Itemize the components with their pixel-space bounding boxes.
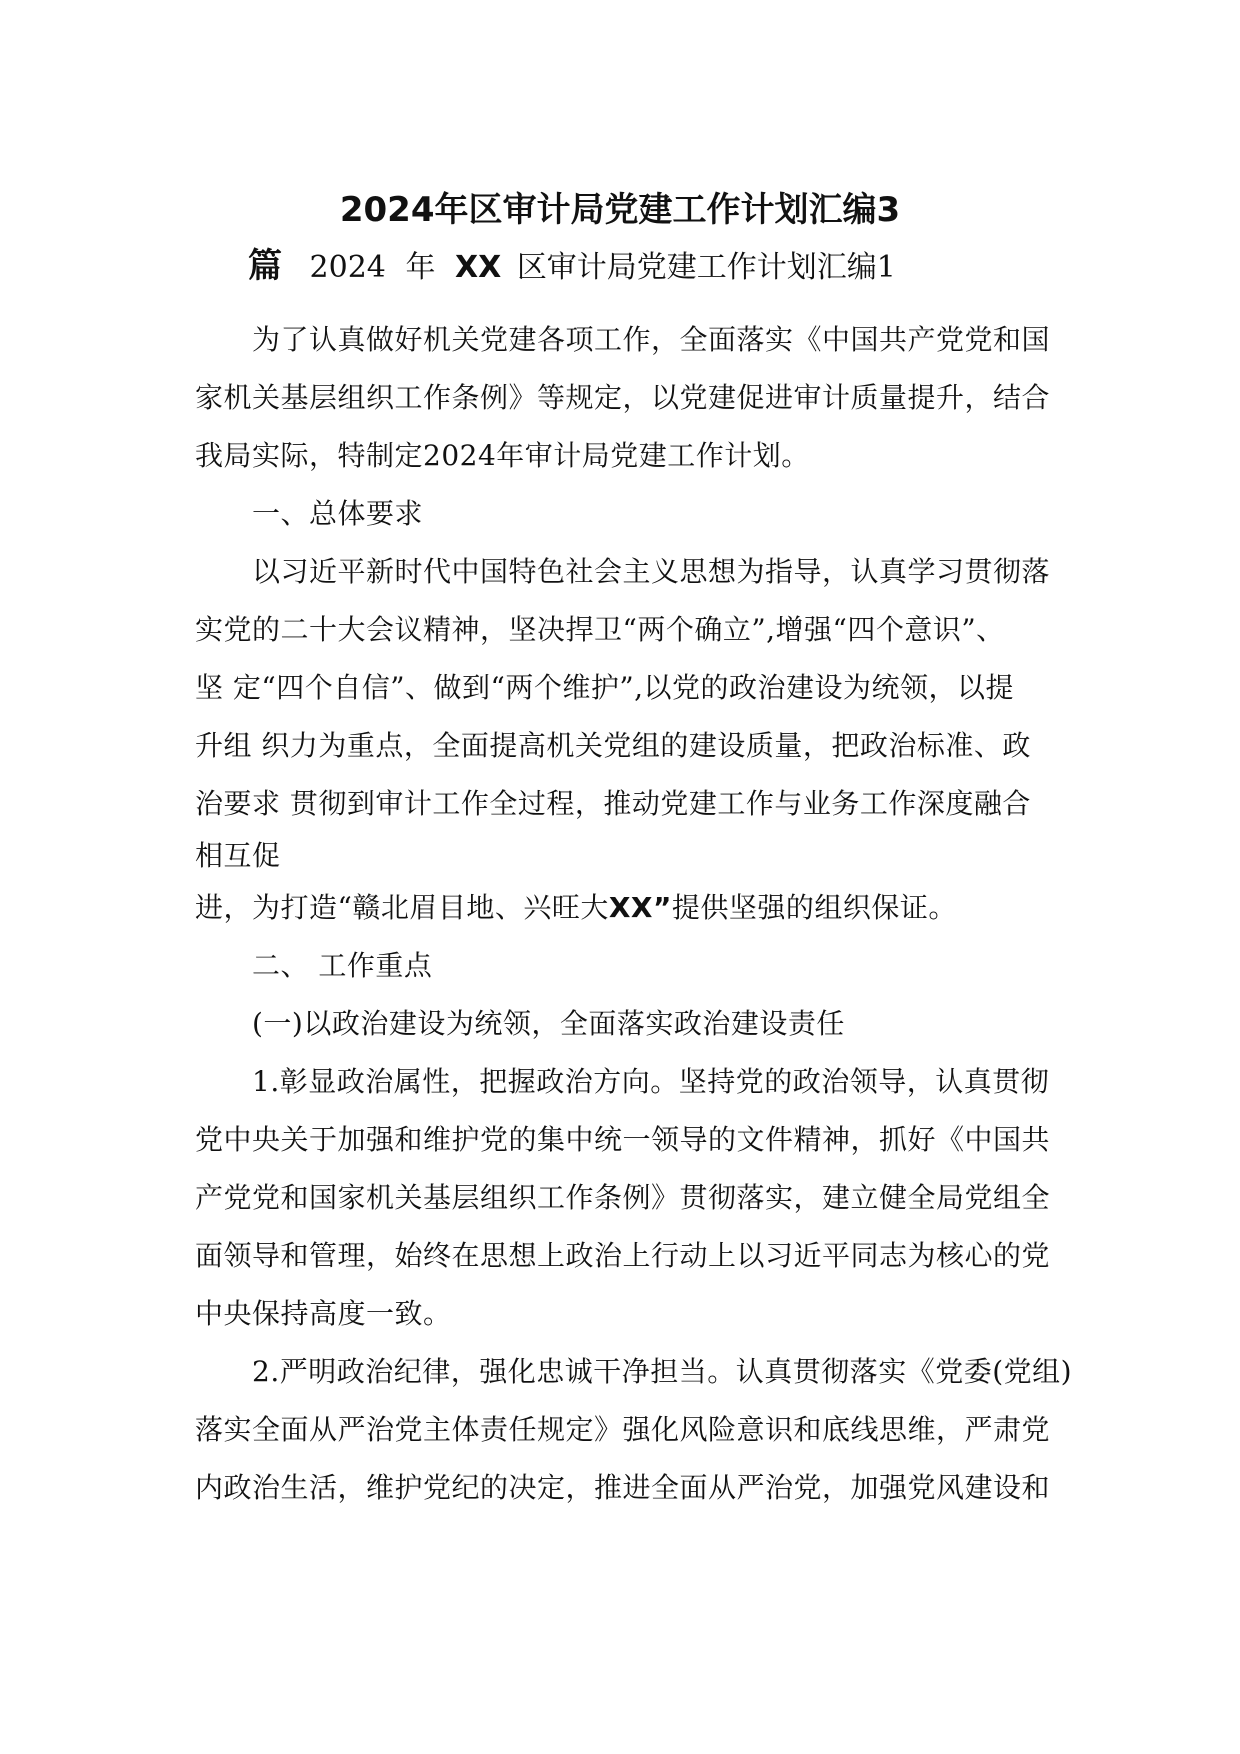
section-heading: 一、总体要求	[252, 497, 424, 530]
paragraph-line: 产党党和国家机关基层组织工作条例》贯彻落实，建立健全局党组全	[195, 1181, 1051, 1214]
paragraph-line: 以习近平新时代中国特色社会主义思想为指导，认真学习贯彻落	[252, 555, 1051, 588]
paragraph-line: 党中央关于加强和维护党的集中统一领导的文件精神，抓好《中国共	[195, 1123, 1051, 1156]
section-heading: 二、 工作重点	[252, 949, 433, 982]
paragraph-line: 2.严明政治纪律，强化忠诚干净担当。认真贯彻落实《党委(党组)	[252, 1355, 1073, 1388]
paragraph-line: 相互促	[195, 839, 281, 872]
paragraph-line: 面领导和管理，始终在思想上政治上行动上以习近平同志为核心的党	[195, 1239, 1051, 1272]
paragraph-line: 内政治生活，维护党纪的决定，推进全面从严治党，加强党风建设和	[195, 1471, 1051, 1504]
subsection-heading: (一)以政治建设为统领，全面落实政治建设责任	[252, 1007, 845, 1040]
document-subtitle	[248, 246, 896, 288]
subtitle-nian: 年	[405, 250, 436, 285]
subtitle-rest: 区审计局党建工作计划汇编1	[516, 250, 896, 285]
paragraph-line: 中央保持高度一致。	[195, 1297, 452, 1330]
paragraph-line: 1.彰显政治属性，把握政治方向。坚持党的政治领导，认真贯彻	[252, 1065, 1050, 1098]
subtitle-pian: 篇	[248, 246, 282, 286]
paragraph-line: 为了认真做好机关党建各项工作，全面落实《中国共产党党和国	[252, 323, 1051, 356]
paragraph-line: 升组 织力为重点，全面提高机关党组的建设质量，把政治标准、政	[195, 729, 1031, 762]
paragraph-line: 我局实际，特制定2024年审计局党建工作计划。	[195, 439, 810, 472]
subtitle-xx: XX	[455, 250, 502, 285]
line-text: 进，为打造“赣北眉目地、兴旺大	[195, 891, 609, 924]
paragraph-line: 落实全面从严治党主体责任规定》强化风险意识和底线思维，严肃党	[195, 1413, 1051, 1446]
line-xx: XX”	[608, 891, 672, 924]
paragraph-line	[195, 890, 957, 926]
paragraph-line: 治要求 贯彻到审计工作全过程，推动党建工作与业务工作深度融合	[195, 787, 1031, 820]
paragraph-line: 家机关基层组织工作条例》等规定，以党建促进审计质量提升，结合	[195, 381, 1051, 414]
line-text: 提供坚强的组织保证。	[671, 891, 957, 924]
document-title: 2024年区审计局党建工作计划汇编3	[339, 190, 901, 230]
subtitle-year: 2024	[309, 250, 386, 285]
paragraph-line: 实党的二十大会议精神，坚决捍卫“两个确立”,增强“四个意识”、	[195, 613, 1005, 646]
paragraph-line: 坚 定“四个自信”、做到“两个维护”,以党的政治建设为统领，以提	[195, 671, 1015, 704]
